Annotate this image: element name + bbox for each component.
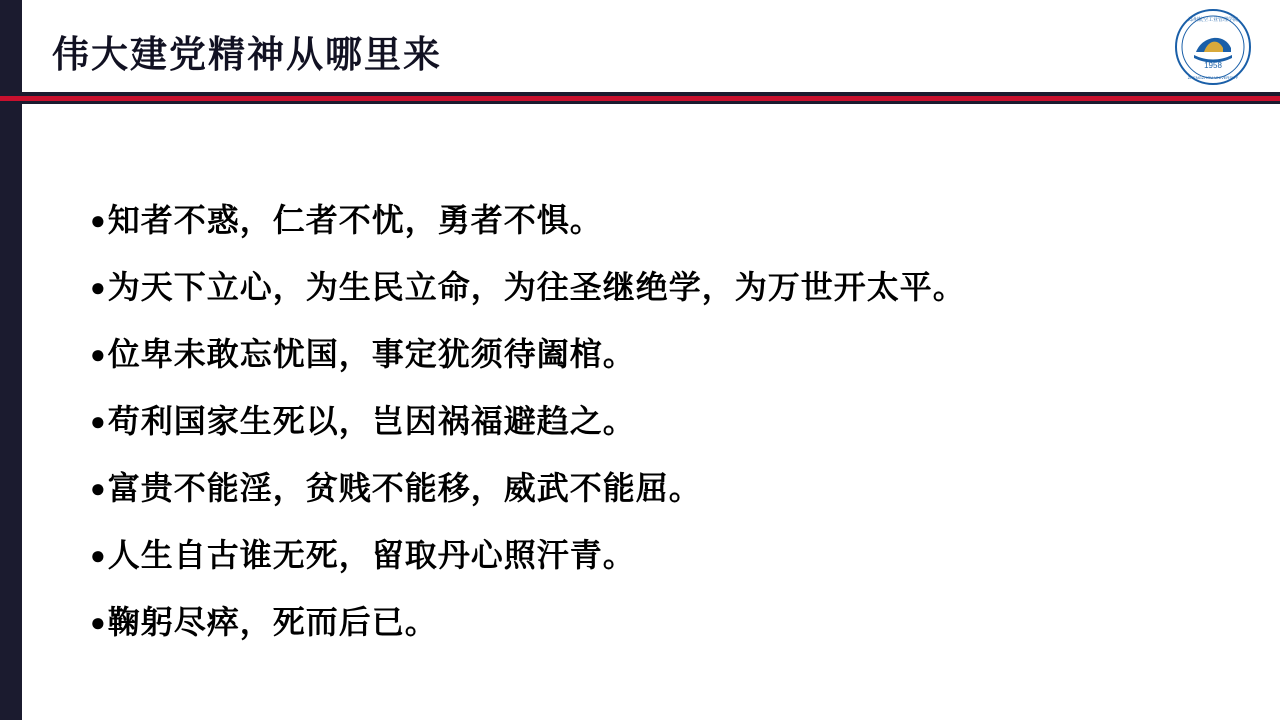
list-item [90,267,1210,307]
bullet-marker-icon: ● [90,473,106,503]
bullet-marker-icon: ● [90,607,106,637]
list-item [90,602,1210,642]
list-item-text: 富贵不能淫，贫贱不能移，威武不能屈。 [107,469,702,507]
list-item-text: 知者不惑，仁者不忧，勇者不惧。 [107,201,603,239]
header-divider-dark-bottom [0,101,1280,104]
list-item [90,334,1210,374]
list-item-text: 为天下立心，为生民立命，为往圣继绝学，为万世开太平。 [107,268,966,306]
svg-text:ZHENGZHOU UNIVERSITY: ZHENGZHOU UNIVERSITY [1187,75,1239,80]
list-item [90,401,1210,441]
svg-text:郑州航空工业管理学院: 郑州航空工业管理学院 [1187,17,1239,23]
bullet-marker-icon: ● [90,339,106,369]
svg-text:1958: 1958 [1204,61,1222,70]
university-emblem-logo [1174,8,1252,86]
bullet-marker-icon: ● [90,272,106,302]
slide-header [22,0,1280,92]
page-title: 伟大建党精神从哪里来 [52,34,442,75]
bullet-marker-icon: ● [90,205,106,235]
slide-body [90,200,1210,669]
bullet-marker-icon: ● [90,540,106,570]
list-item-text: 鞠躬尽瘁，死而后已。 [107,603,438,641]
list-item-text: 苟利国家生死以，岂因祸福避趋之。 [107,402,636,440]
list-item [90,535,1210,575]
bullet-marker-icon: ● [90,406,106,436]
left-accent-bar [0,0,22,720]
list-item [90,468,1210,508]
list-item [90,200,1210,240]
list-item-text: 位卑未敢忘忧国，事定犹须待阖棺。 [107,335,636,373]
list-item-text: 人生自古谁无死，留取丹心照汗青。 [107,536,636,574]
bottom-left-accent-block [0,680,22,720]
